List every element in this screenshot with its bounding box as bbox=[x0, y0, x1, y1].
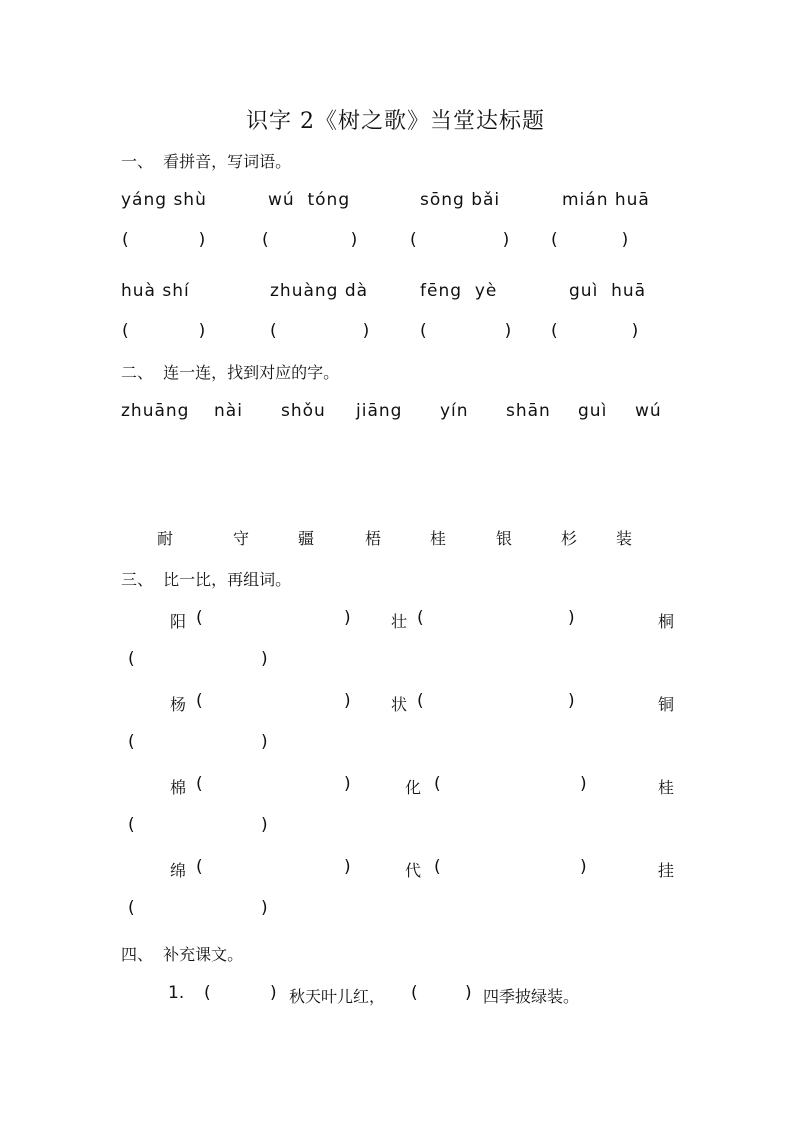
close-paren: ) bbox=[344, 608, 351, 628]
section-4-heading: 四、 补充课文。 bbox=[121, 945, 244, 964]
compare-char: 铜 bbox=[658, 695, 675, 714]
pinyin-hua-shi: huà shí bbox=[121, 281, 190, 301]
close-paren: ) bbox=[261, 649, 268, 669]
open-paren: ( bbox=[417, 608, 424, 628]
close-paren: ) bbox=[580, 857, 587, 877]
pinyin-feng-ye: fēng yè bbox=[420, 281, 498, 301]
answer-blank[interactable]: ( ) bbox=[551, 230, 629, 250]
item-number: 1. bbox=[168, 983, 185, 1003]
pinyin-song-bai: sōng bǎi bbox=[420, 190, 501, 210]
pinyin-nai: nài bbox=[214, 401, 243, 421]
compare-char: 阳 bbox=[170, 612, 187, 631]
close-paren: ) bbox=[580, 774, 587, 794]
pinyin-shou: shǒu bbox=[281, 401, 326, 421]
close-paren: ) bbox=[568, 608, 575, 628]
compare-char: 棉 bbox=[170, 778, 187, 797]
pinyin-gui-hua: guì huā bbox=[569, 281, 647, 301]
open-paren: ( bbox=[434, 857, 441, 877]
compare-char: 挂 bbox=[658, 861, 675, 880]
char-wu[interactable]: 梧 bbox=[365, 529, 382, 548]
compare-char: 代 bbox=[405, 861, 422, 880]
char-yin[interactable]: 银 bbox=[496, 529, 513, 548]
char-gui[interactable]: 桂 bbox=[430, 529, 447, 548]
pinyin-yin: yín bbox=[440, 401, 469, 421]
answer-blank[interactable]: ( ) bbox=[410, 230, 510, 250]
answer-blank[interactable]: ( ) bbox=[122, 230, 206, 250]
open-paren: ( bbox=[196, 774, 203, 794]
open-paren: ( bbox=[204, 983, 211, 1003]
close-paren: ) bbox=[344, 774, 351, 794]
section-3-heading: 三、 比一比，再组词。 bbox=[121, 570, 292, 589]
open-paren: ( bbox=[417, 691, 424, 711]
answer-blank[interactable]: ( ) bbox=[551, 321, 639, 341]
text-autumn-leaves: 秋天叶儿红， bbox=[289, 987, 386, 1006]
section-2-heading: 二、 连一连，找到对应的字。 bbox=[121, 363, 340, 382]
pinyin-mian-hua: mián huā bbox=[562, 190, 650, 210]
char-shan[interactable]: 杉 bbox=[561, 529, 578, 548]
answer-blank[interactable]: ( ) bbox=[270, 321, 370, 341]
answer-blank[interactable]: ( ) bbox=[262, 230, 358, 250]
pinyin-yang-shu: yáng shù bbox=[121, 190, 207, 210]
open-paren: ( bbox=[196, 857, 203, 877]
close-paren: ) bbox=[270, 983, 277, 1003]
pinyin-jiang: jiāng bbox=[356, 401, 403, 421]
text-four-seasons: 四季披绿装。 bbox=[483, 987, 580, 1006]
close-paren: ) bbox=[344, 857, 351, 877]
compare-char: 壮 bbox=[391, 612, 408, 631]
section-1-heading: 一、 看拼音，写词语。 bbox=[121, 152, 292, 171]
pinyin-zhuang-da: zhuàng dà bbox=[270, 281, 369, 301]
open-paren: ( bbox=[128, 815, 135, 835]
close-paren: ) bbox=[261, 732, 268, 752]
close-paren: ) bbox=[261, 898, 268, 918]
close-paren: ) bbox=[465, 983, 472, 1003]
char-nai[interactable]: 耐 bbox=[157, 529, 174, 548]
pinyin-gui: guì bbox=[578, 401, 608, 421]
open-paren: ( bbox=[196, 608, 203, 628]
compare-char: 状 bbox=[391, 695, 408, 714]
open-paren: ( bbox=[434, 774, 441, 794]
open-paren: ( bbox=[196, 691, 203, 711]
compare-char: 杨 bbox=[170, 695, 187, 714]
close-paren: ) bbox=[261, 815, 268, 835]
answer-blank[interactable]: ( ) bbox=[420, 321, 512, 341]
close-paren: ) bbox=[344, 691, 351, 711]
pinyin-shan: shān bbox=[506, 401, 551, 421]
open-paren: ( bbox=[128, 732, 135, 752]
page-title: 识字 2《树之歌》当堂达标题 bbox=[246, 109, 545, 134]
char-zhuang[interactable]: 装 bbox=[616, 529, 633, 548]
close-paren: ) bbox=[568, 691, 575, 711]
compare-char: 绵 bbox=[170, 861, 187, 880]
open-paren: ( bbox=[411, 983, 418, 1003]
pinyin-zhuang: zhuāng bbox=[121, 401, 190, 421]
pinyin-wu-tong: wú tóng bbox=[268, 190, 351, 210]
compare-char: 化 bbox=[405, 778, 422, 797]
char-shou[interactable]: 守 bbox=[233, 529, 250, 548]
answer-blank[interactable]: ( ) bbox=[122, 321, 206, 341]
open-paren: ( bbox=[128, 649, 135, 669]
compare-char: 桂 bbox=[658, 778, 675, 797]
char-jiang[interactable]: 疆 bbox=[298, 529, 315, 548]
pinyin-wu: wú bbox=[635, 401, 662, 421]
compare-char: 桐 bbox=[658, 612, 675, 631]
open-paren: ( bbox=[128, 898, 135, 918]
